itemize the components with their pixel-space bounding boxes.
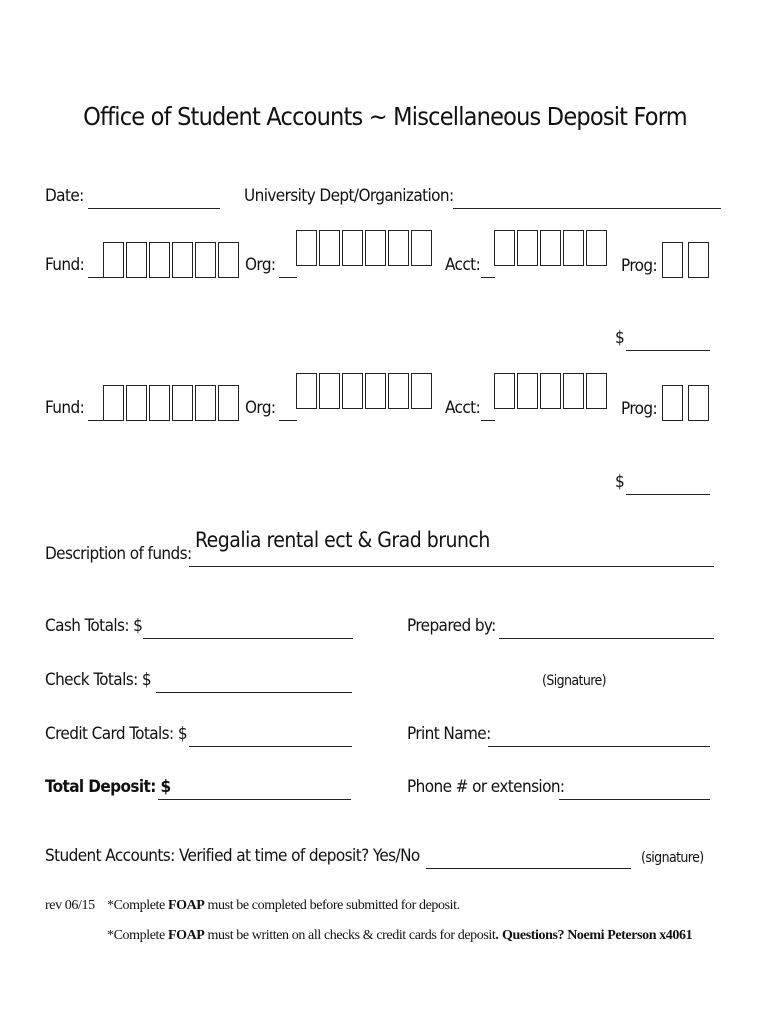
prog-1-box-2[interactable]: [688, 242, 709, 278]
foap-note-1: *Complete FOAP must be completed before submitted for deposit.: [107, 898, 460, 913]
org-2-box-3[interactable]: [342, 373, 363, 409]
acct-lead-line-1: [481, 277, 495, 278]
acct-1-box-1[interactable]: [494, 230, 515, 266]
amount-dollar-1: $: [615, 328, 625, 348]
description-value[interactable]: Regalia rental ect & Grad brunch: [195, 528, 490, 552]
fund-2-box-5[interactable]: [195, 385, 216, 421]
org-1-box-1[interactable]: [296, 230, 317, 266]
prog-2-box-2[interactable]: [688, 385, 709, 421]
prepared-by-label: Prepared by:: [407, 616, 496, 636]
org-2-box-2[interactable]: [319, 373, 340, 409]
prog-label-1: Prog:: [621, 256, 658, 276]
org-2-box-5[interactable]: [388, 373, 409, 409]
amount-field-2[interactable]: [626, 494, 710, 495]
description-field-line: [189, 566, 714, 567]
fund-2-box-4[interactable]: [172, 385, 193, 421]
acct-lead-line-2: [481, 420, 495, 421]
credit-card-totals-label: Credit Card Totals: $: [45, 724, 187, 744]
org-label-2: Org:: [245, 398, 276, 418]
acct-1-box-2[interactable]: [517, 230, 538, 266]
prog-label-2: Prog:: [621, 399, 658, 419]
amount-field-1[interactable]: [626, 350, 710, 351]
cash-totals-field[interactable]: [143, 638, 353, 639]
fund-1-box-3[interactable]: [149, 242, 170, 278]
org-1-box-2[interactable]: [319, 230, 340, 266]
description-label: Description of funds:: [45, 544, 192, 564]
org-1-box-4[interactable]: [365, 230, 386, 266]
fund-2-box-1[interactable]: [103, 385, 124, 421]
phone-field[interactable]: [559, 799, 710, 800]
form-title: Office of Student Accounts ~ Miscellaneous Deposit Form: [83, 102, 687, 131]
prog-1-box-1[interactable]: [662, 242, 683, 278]
acct-label-2: Acct:: [445, 398, 481, 418]
fund-2-box-3[interactable]: [149, 385, 170, 421]
total-deposit-label: Total Deposit: $: [45, 777, 171, 797]
acct-2-box-1[interactable]: [494, 373, 515, 409]
acct-2-box-3[interactable]: [540, 373, 561, 409]
check-totals-field[interactable]: [156, 692, 352, 693]
revision-note: rev 06/15: [45, 898, 95, 913]
acct-label-1: Acct:: [445, 255, 481, 275]
fund-label-2: Fund:: [45, 398, 85, 418]
check-totals-label: Check Totals: $: [45, 670, 152, 690]
org-2-box-4[interactable]: [365, 373, 386, 409]
dept-label: University Dept/Organization:: [244, 186, 454, 206]
fund-lead-line-2: [88, 420, 104, 421]
org-label-1: Org:: [245, 255, 276, 275]
phone-label: Phone # or extension:: [407, 777, 565, 797]
org-1-box-6[interactable]: [411, 230, 432, 266]
org-2-box-6[interactable]: [411, 373, 432, 409]
fund-1-box-5[interactable]: [195, 242, 216, 278]
fund-1-box-2[interactable]: [126, 242, 147, 278]
print-name-label: Print Name:: [407, 724, 491, 744]
verified-signature-field[interactable]: [426, 868, 631, 869]
fund-2-box-2[interactable]: [126, 385, 147, 421]
verified-signature-note: (signature): [641, 850, 704, 866]
total-deposit-field[interactable]: [158, 799, 351, 800]
fund-1-box-1[interactable]: [103, 242, 124, 278]
print-name-field[interactable]: [488, 746, 710, 747]
acct-1-box-4[interactable]: [563, 230, 584, 266]
questions-contact: Questions? Noemi Peterson x4061: [502, 928, 693, 943]
acct-2-box-2[interactable]: [517, 373, 538, 409]
org-lead-line-2: [279, 420, 297, 421]
acct-2-box-4[interactable]: [563, 373, 584, 409]
date-field[interactable]: [88, 208, 220, 209]
amount-dollar-2: $: [615, 472, 625, 492]
prog-2-box-1[interactable]: [662, 385, 683, 421]
acct-2-box-5[interactable]: [586, 373, 607, 409]
fund-label-1: Fund:: [45, 255, 85, 275]
fund-2-box-6[interactable]: [218, 385, 239, 421]
prepared-by-field[interactable]: [499, 638, 714, 639]
verified-label: Student Accounts: Verified at time of deposit? Yes/No: [45, 846, 420, 866]
fund-lead-line-1: [88, 277, 104, 278]
dept-field[interactable]: [453, 208, 721, 209]
signature-note: (Signature): [542, 673, 606, 689]
acct-1-box-3[interactable]: [540, 230, 561, 266]
fund-1-box-4[interactable]: [172, 242, 193, 278]
org-1-box-3[interactable]: [342, 230, 363, 266]
acct-1-box-5[interactable]: [586, 230, 607, 266]
credit-card-totals-field[interactable]: [189, 746, 352, 747]
org-lead-line-1: [279, 277, 297, 278]
cash-totals-label: Cash Totals: $: [45, 616, 143, 636]
fund-1-box-6[interactable]: [218, 242, 239, 278]
org-2-box-1[interactable]: [296, 373, 317, 409]
date-label: Date:: [45, 186, 84, 206]
foap-note-2: *Complete FOAP must be written on all checks & credit cards for deposit.: [107, 928, 499, 943]
org-1-box-5[interactable]: [388, 230, 409, 266]
